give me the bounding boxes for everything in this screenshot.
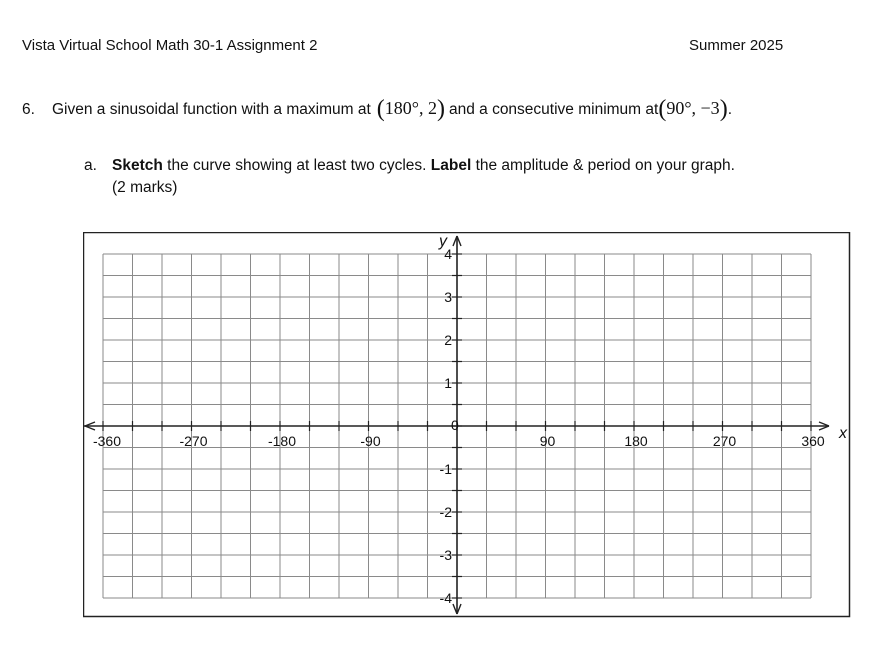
x-tick-label: -180 <box>267 433 297 449</box>
label-word: Label <box>430 157 472 174</box>
x-tick-label: 90 <box>539 433 556 449</box>
y-tick-label: 1 <box>444 375 452 391</box>
part-a-marks: (2 marks) <box>112 179 178 196</box>
graph-frame <box>84 233 850 617</box>
x-tick-label: -270 <box>179 433 208 449</box>
question-text-before: Given a sinusoidal function with a maximum at <box>52 101 371 118</box>
part-letter: a. <box>84 157 97 174</box>
x-tick-label: 180 <box>624 433 648 449</box>
part-a-text1: the curve showing at least two cycles. <box>162 157 431 174</box>
max-point: (180°, 2) <box>376 96 445 122</box>
y-tick-label: -4 <box>439 590 452 606</box>
x-tick-label: -360 <box>92 433 122 449</box>
max-point-value: 180°, 2 <box>384 98 437 118</box>
y-tick-label: -1 <box>439 461 452 477</box>
y-tick-label: 2 <box>444 332 452 348</box>
part-a-text2: the amplitude & period on your graph. <box>471 157 735 174</box>
x-tick-label: 360 <box>801 433 825 449</box>
y-tick-label: -2 <box>439 504 452 520</box>
min-point: (90°, −3) <box>658 96 728 122</box>
x-axis-title: x <box>839 425 847 442</box>
part-a <box>84 155 735 199</box>
y-tick-label: 4 <box>444 246 452 262</box>
x-tick-label: 0 <box>451 417 459 433</box>
min-point-value: 90°, −3 <box>666 98 720 118</box>
question-text-middle: and a consecutive minimum at <box>448 101 659 118</box>
sketch-word: Sketch <box>112 157 163 174</box>
y-tick-label: 3 <box>444 289 452 305</box>
x-tick-label: -90 <box>360 433 381 449</box>
question-number: 6. <box>22 101 35 118</box>
y-axis-title: y <box>439 233 447 250</box>
header-term: Summer 2025 <box>689 37 784 54</box>
y-tick-label: -3 <box>439 547 452 563</box>
question-text-end: . <box>727 101 732 118</box>
header-course-title: Vista Virtual School Math 30-1 Assignment 2 <box>22 37 318 54</box>
x-tick-label: 270 <box>712 433 737 449</box>
coordinate-grid[interactable] <box>83 232 851 618</box>
part-a-instructions <box>112 155 735 199</box>
question-6 <box>22 94 732 121</box>
